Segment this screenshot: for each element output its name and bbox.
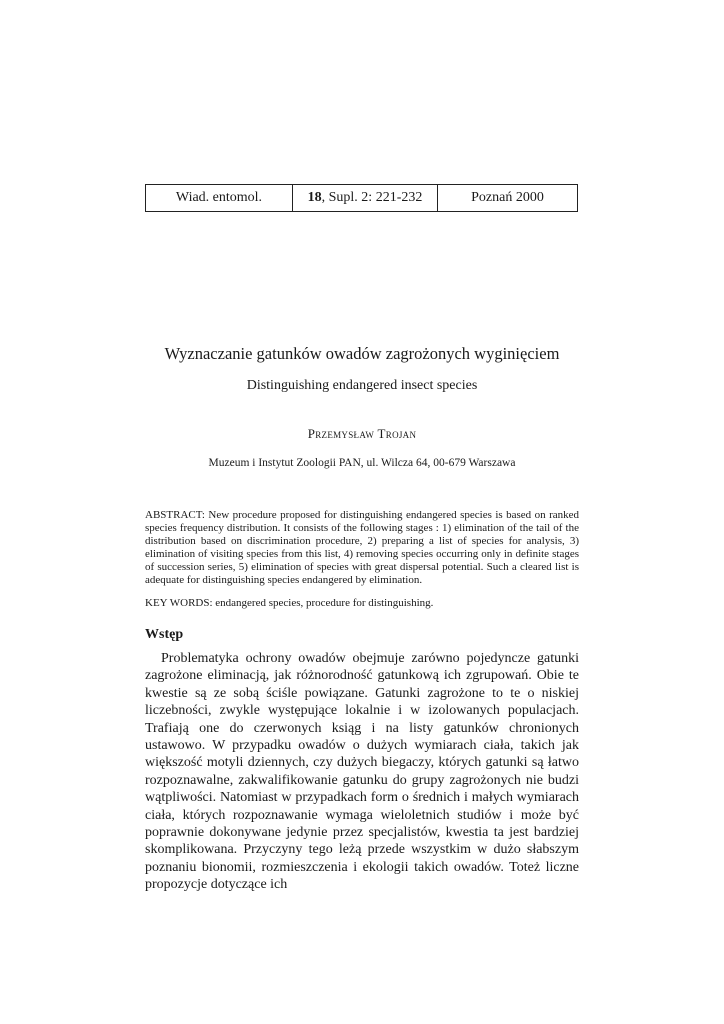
article-title: Wyznaczanie gatunków owadów zagrożonych wyginięciem	[164, 344, 560, 363]
author-name: Przemysław Trojan	[307, 426, 417, 441]
volume-number: 18	[307, 190, 322, 205]
citation-header-box	[145, 184, 578, 212]
keywords: KEY WORDS: endangered species, procedure for distinguishing.	[145, 597, 434, 609]
supplement-pages: , Supl. 2: 221-232	[321, 190, 423, 205]
volume-pages	[293, 185, 438, 211]
place-year: Poznań 2000	[471, 190, 544, 205]
section-heading: Wstęp	[145, 627, 184, 642]
body-paragraph: Problematyka ochrony owadów obejmuje zarówno pojedyncze gatunki zagrożone eliminacją, jak różnorodność gatunkową ich zgrupowań. Obie te kwestie są ze sobą ściśle powiązane. Gatunki zagrożone to te o niskiej liczebności, zwykle występujące lokalnie i w izolowanych populacjach. Trafiają one do czerwonych ksiąg i na listy gatunków chronionych ustawowo. W przypadku owadów o dużych wymiarach ciała, takich jak większość motyli dziennych, czy dużych biegaczy, których gatunki są łatwo rozpoznawalne, zakwalifikowanie gatunku do grupy zagrożonych nie budzi wątpliwości. Natomiast w przypadkach form o średnich i małych wymiarach ciała, których rozpoznawanie wymaga wieloletnich studiów i może być poprawnie dokonywane jedynie przez specjalistów, kwestia ta jest bardziej skomplikowana. Przyczyny tego leżą przede wszystkim w dużo słabszym poznaniu bionomii, rozmieszczenia i ekologii takich owadów. Toteż liczne propozycje dotyczące ich	[145, 651, 579, 893]
abstract: ABSTRACT: New procedure proposed for distinguishing endangered species is based on ranked species frequency distribution. It consists of the following stages : 1) elimination of the tail of the distribution based on discrimination procedure, 2) preparing a list of species for analysis, 3) elimination of visiting species from this list, 4) removing species occurring only in definite stages of succession series, 5) elimination of species with great dispersal potential. Such a cleared list is adequate for distinguishing species endangered by elimination.	[145, 509, 579, 586]
article-subtitle: Distinguishing endangered insect species	[246, 378, 478, 393]
journal-name: Wiad. entomol.	[146, 185, 293, 211]
author-affiliation: Muzeum i Instytut Zoologii PAN, ul. Wilcza 64, 00-679 Warszawa	[208, 457, 516, 469]
